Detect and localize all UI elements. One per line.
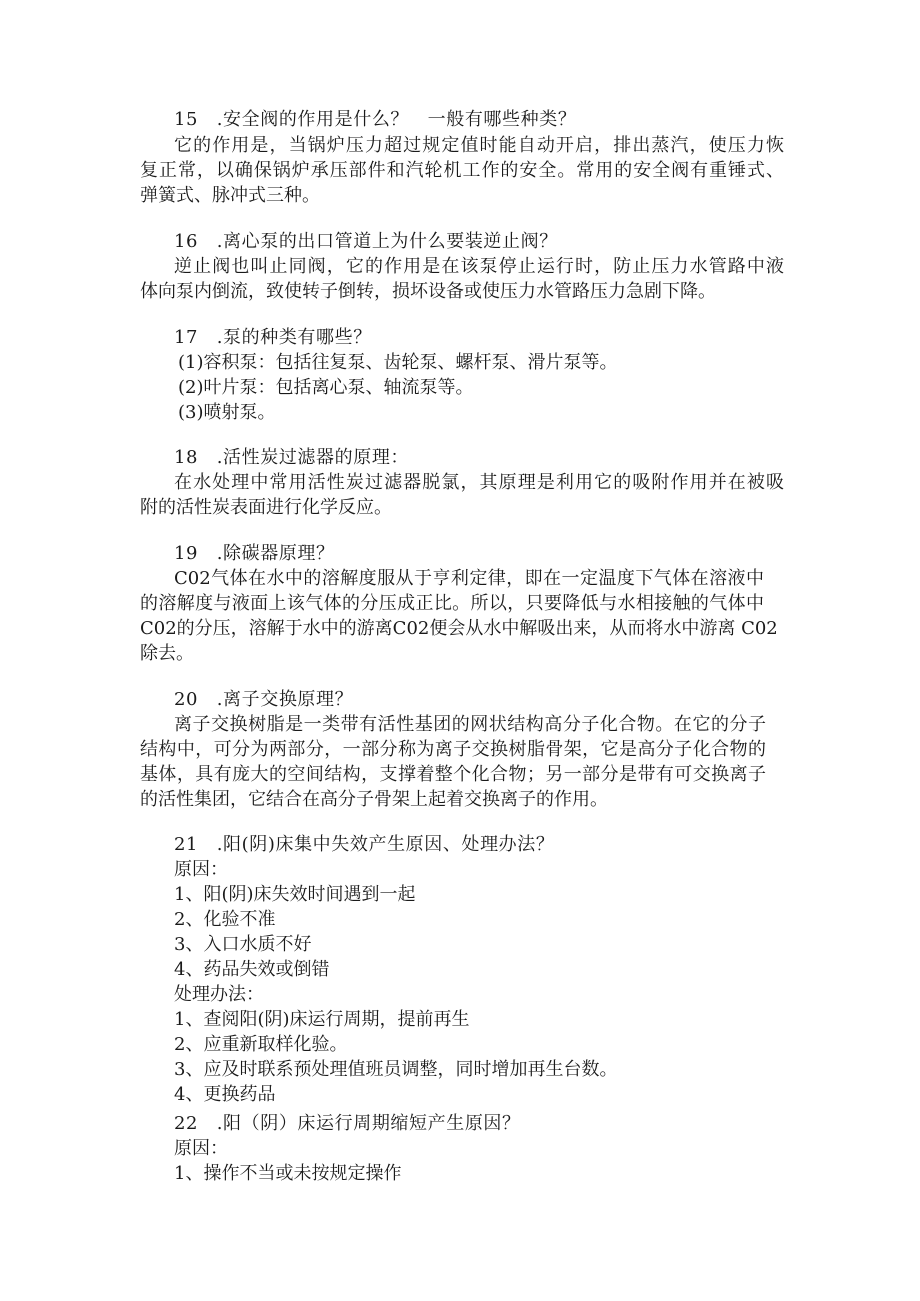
answer-22-line-2: 1、操作不当或未按规定操作 xyxy=(174,1163,402,1184)
answer-19-line-1: C02气体在水中的溶解度服从于亨利定律，即在一定温度下气体在溶液中 xyxy=(174,568,764,589)
answer-20-line-4: 的活性集团，它结合在高分子骨架上起着交换离子的作用。 xyxy=(140,789,608,810)
question-16: 16 .离心泵的出口管道上为什么要装逆止阀？ xyxy=(174,231,558,252)
answer-20-line-2: 结构中，可分为两部分，一部分称为离子交换树脂骨架，它是高分子化合物的 xyxy=(140,739,766,760)
answer-21-line-6: 处理办法： xyxy=(174,984,264,1005)
answer-16-line-1: 逆止阀也叫止同阀，它的作用是在该泵停止运行时，防止压力水管路中液 xyxy=(174,256,784,277)
answer-18-line-1: 在水处理中常用活性炭过滤器脱氯，其原理是利用它的吸附作用并在被吸 xyxy=(174,472,784,493)
answer-20-line-1: 离子交换树脂是一类带有活性基团的网状结构高分子化合物。在它的分子 xyxy=(174,714,766,735)
answer-15-line-2: 复正常，以确保锅炉承压部件和汽轮机工作的安全。常用的安全阀有重锤式、 xyxy=(140,160,784,181)
question-18: 18 .活性炭过滤器的原理： xyxy=(174,447,410,468)
answer-20-line-3: 基体，具有庞大的空间结构，支撑着整个化合物；另一部分是带有可交换离子 xyxy=(140,764,766,785)
answer-19-line-2: 的溶解度与液面上该气体的分压成正比。所以，只要降低与水相接触的气体中 xyxy=(140,593,764,614)
answer-21-line-3: 2、化验不准 xyxy=(174,909,276,930)
answer-21-line-4: 3、入口水质不好 xyxy=(174,934,312,955)
question-19: 19 .除碳器原理？ xyxy=(174,543,335,564)
answer-18-line-2: 附的活性炭表面进行化学反应。 xyxy=(140,497,392,518)
answer-21-line-1: 原因： xyxy=(174,859,228,880)
question-21: 21 .阳(阴)床集中失效产生原因、处理办法？ xyxy=(174,834,555,855)
answer-22-line-1: 原因： xyxy=(174,1138,228,1159)
answer-21-line-8: 2、应重新取样化验。 xyxy=(174,1034,348,1055)
answer-21-line-10: 4、更换药品 xyxy=(174,1084,276,1105)
question-15: 15 .安全阀的作用是什么？ 一般有哪些种类？ xyxy=(174,109,577,130)
answer-16-line-2: 体向泵内倒流，致使转子倒转，损坏设备或使压力水管路压力急剧下降。 xyxy=(140,281,716,302)
answer-21-line-9: 3、应及时联系预处理值班员调整，同时增加再生台数。 xyxy=(174,1059,618,1080)
answer-21-line-2: 1、阳(阴)床失效时间遇到一起 xyxy=(174,884,416,905)
answer-21-line-7: 1、查阅阳(阴)床运行周期，提前再生 xyxy=(174,1009,470,1030)
answer-15-line-1: 它的作用是，当锅炉压力超过规定值时能自动开启，排出蒸汽，使压力恢 xyxy=(174,135,784,156)
answer-19-line-3: C02的分压，溶解于水中的游离C02便会从水中解吸出来，从而将水中游离 C02 xyxy=(140,618,778,639)
answer-19-line-4: 除去。 xyxy=(140,643,194,664)
question-22: 22 .阳（阴）床运行周期缩短产生原因？ xyxy=(174,1113,521,1134)
answer-17-line-1: (1)容积泵：包括往复泵、齿轮泵、螺杆泵、滑片泵等。 xyxy=(178,352,618,373)
question-17: 17 .泵的种类有哪些？ xyxy=(174,327,372,348)
answer-17-line-3: (3)喷射泵。 xyxy=(178,402,276,423)
answer-17-line-2: (2)叶片泵：包括离心泵、轴流泵等。 xyxy=(178,377,474,398)
answer-21-line-5: 4、药品失效或倒错 xyxy=(174,959,330,980)
answer-15-line-3: 弹簧式、脉冲式三种。 xyxy=(140,185,320,206)
question-20: 20 .离子交换原理？ xyxy=(174,689,354,710)
